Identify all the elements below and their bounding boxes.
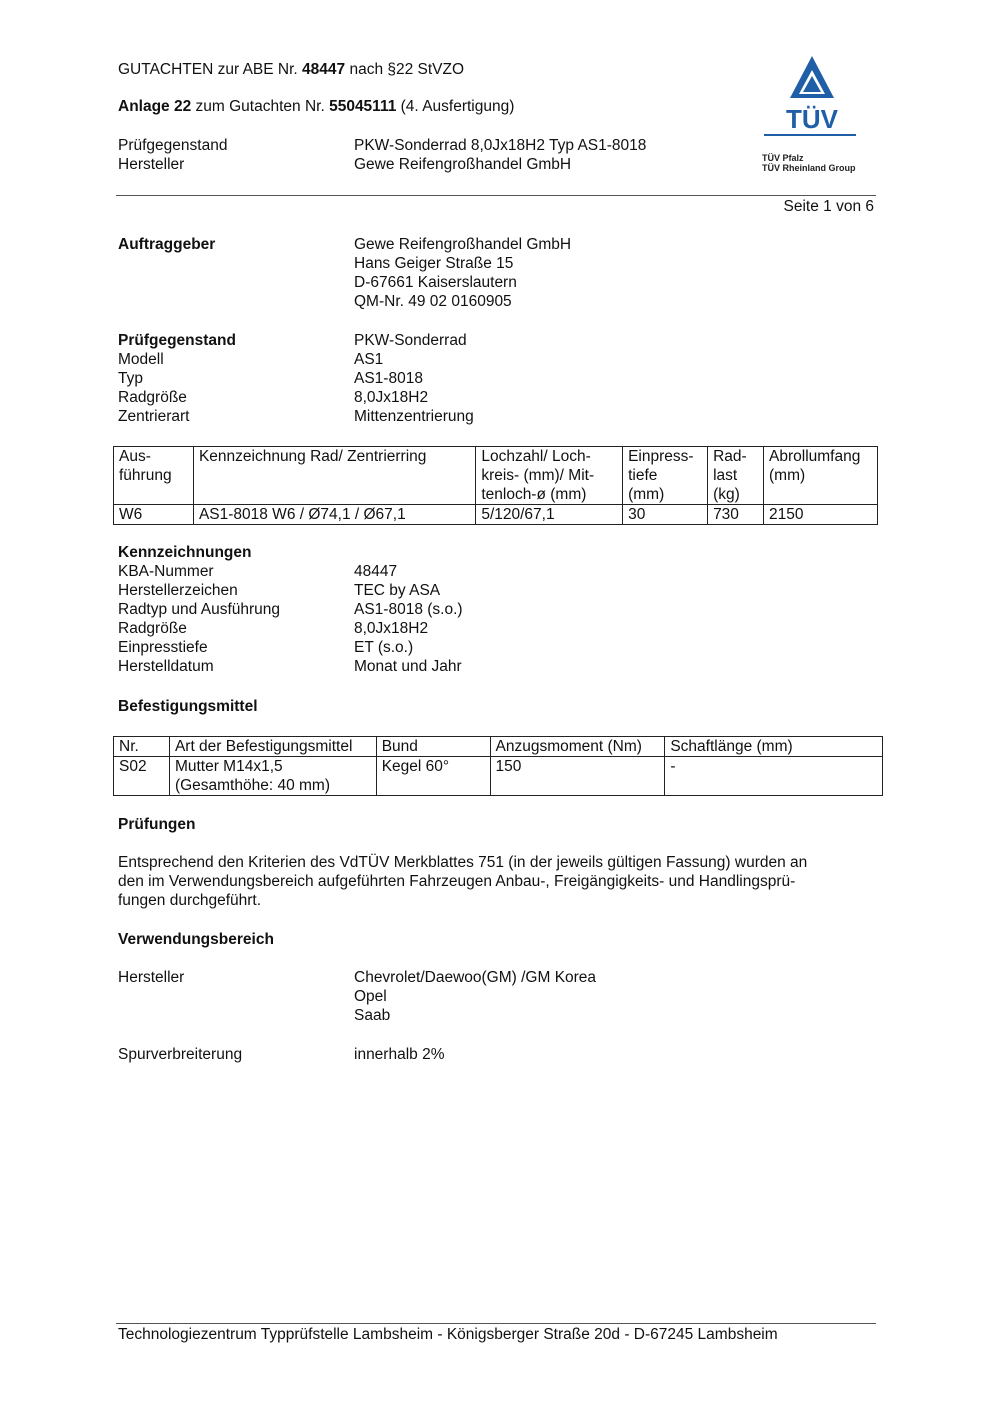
marking-label: Radtyp und Ausführung [118, 601, 281, 618]
logo-line1: TÜV Pfalz [762, 153, 804, 163]
client-line: D-67661 Kaiserslautern [354, 274, 517, 291]
marking-values [354, 562, 463, 676]
fastener-table [113, 736, 883, 796]
usage-heading: Verwendungsbereich [118, 931, 274, 948]
logo-line2: TÜV Rheinland Group [762, 163, 856, 173]
col-header: Anzugsmoment (Nm) [490, 737, 665, 757]
client-address [354, 235, 571, 311]
table-cell: 150 [490, 757, 665, 796]
marking-label: Herstelldatum [118, 658, 214, 675]
col-header: Bund [376, 737, 490, 757]
annex-suffix: (4. Ausfertigung) [396, 98, 515, 115]
wheel-table [113, 446, 878, 525]
manufacturer-item: Saab [354, 1007, 391, 1024]
header-manufacturer-value: Gewe Reifengroßhandel GmbH [354, 156, 572, 173]
tuv-triangle-icon [762, 54, 862, 138]
col-header: Einpress- tiefe (mm) [623, 447, 708, 505]
marking-label: Radgröße [118, 620, 187, 637]
report-title-suffix: nach §22 StVZO [345, 61, 465, 78]
table-cell: 2150 [764, 505, 878, 525]
subject-value: 8,0Jx18H2 [354, 389, 429, 406]
table-cell: W6 [114, 505, 194, 525]
col-header: Schaftlänge (mm) [665, 737, 883, 757]
usage-manufacturers [354, 968, 596, 1025]
page-number: Seite 1 von 6 [783, 198, 874, 215]
markings-heading: Kennzeichnungen [118, 544, 252, 561]
col-header: Lochzahl/ Loch- kreis- (mm)/ Mit- tenloch-ø (mm) [476, 447, 623, 505]
annex-mid: zum Gutachten Nr. [191, 98, 330, 115]
table-cell: AS1-8018 W6 / Ø74,1 / Ø67,1 [193, 505, 475, 525]
marking-value: Monat und Jahr [354, 658, 462, 675]
marking-value: AS1-8018 (s.o.) [354, 601, 463, 618]
subject-heading-value: PKW-Sonderrad [354, 332, 467, 349]
client-line: QM-Nr. 49 02 0160905 [354, 293, 512, 310]
table-row [114, 757, 883, 796]
subject-value: AS1-8018 [354, 370, 423, 387]
marking-label: Herstellerzeichen [118, 582, 238, 599]
marking-value: 48447 [354, 563, 398, 580]
abe-number: 48447 [302, 61, 346, 78]
fastener-heading: Befestigungsmittel [118, 698, 258, 715]
wheel-table-header [114, 447, 878, 505]
table-cell: S02 [114, 757, 170, 796]
marking-label: KBA-Nummer [118, 563, 214, 580]
subject-heading: Prüfgegenstand [118, 332, 236, 349]
annex-line [118, 97, 514, 116]
tests-paragraph [118, 853, 878, 910]
client-heading: Auftraggeber [118, 236, 216, 253]
logo-wordmark: TÜV [786, 104, 838, 134]
tests-heading: Prüfungen [118, 816, 196, 833]
table-cell: 730 [708, 505, 764, 525]
col-header: Art der Befestigungsmittel [169, 737, 376, 757]
client-line: Hans Geiger Straße 15 [354, 255, 514, 272]
header-subject-label: Prüfgegenstand [118, 137, 228, 154]
report-number: 55045111 [329, 98, 397, 115]
table-cell: - [665, 757, 883, 796]
track-widening-value: innerhalb 2% [354, 1046, 445, 1063]
subject-label: Modell [118, 351, 164, 368]
table-row [114, 505, 878, 525]
table-cell: 5/120/67,1 [476, 505, 623, 525]
marking-label: Einpresstiefe [118, 639, 208, 656]
footer-address: Technologiezentrum Typprüfstelle Lambsheim - Königsberger Straße 20d - D-67245 Lambsheim [118, 1326, 778, 1343]
col-header: Rad- last (kg) [708, 447, 764, 505]
header-divider [116, 195, 876, 196]
table-cell: Mutter M14x1,5 (Gesamthöhe: 40 mm) [169, 757, 376, 796]
subject-label: Typ [118, 370, 143, 387]
client-line: Gewe Reifengroßhandel GmbH [354, 236, 572, 253]
subject-labels [118, 331, 236, 426]
annex-number: Anlage 22 [118, 98, 192, 115]
col-header: Nr. [114, 737, 170, 757]
paragraph-line: den im Verwendungsbereich aufgeführten Fahrzeugen Anbau-, Freigängigkeits- und Handlingsprü- [118, 873, 796, 890]
subject-values [354, 331, 474, 426]
tuv-logo [762, 54, 862, 173]
manufacturer-item: Chevrolet/Daewoo(GM) /GM Korea [354, 969, 597, 986]
report-title [118, 60, 464, 79]
subject-label: Zentrierart [118, 408, 190, 425]
subject-label: Radgröße [118, 389, 187, 406]
marking-value: 8,0Jx18H2 [354, 620, 429, 637]
track-widening-label: Spurverbreiterung [118, 1046, 243, 1063]
subject-value: Mittenzentrierung [354, 408, 474, 425]
fastener-table-header [114, 737, 883, 757]
report-title-prefix: GUTACHTEN zur ABE Nr. [118, 61, 303, 78]
marking-labels [118, 543, 280, 676]
usage-manufacturer-label: Hersteller [118, 969, 185, 986]
marking-value: ET (s.o.) [354, 639, 414, 656]
marking-value: TEC by ASA [354, 582, 441, 599]
table-cell: 30 [623, 505, 708, 525]
header-manufacturer-label: Hersteller [118, 156, 185, 173]
header-subject-value: PKW-Sonderrad 8,0Jx18H2 Typ AS1-8018 [354, 137, 647, 154]
col-header: Kennzeichnung Rad/ Zentrierring [193, 447, 475, 505]
col-header: Abrollumfang (mm) [764, 447, 878, 505]
subject-value: AS1 [354, 351, 384, 368]
footer-divider [116, 1323, 876, 1324]
paragraph-line: fungen durchgeführt. [118, 892, 262, 909]
col-header: Aus- führung [114, 447, 194, 505]
manufacturer-item: Opel [354, 988, 387, 1005]
table-cell: Kegel 60° [376, 757, 490, 796]
paragraph-line: Entsprechend den Kriterien des VdTÜV Merkblattes 751 (in der jeweils gültigen Fassung) wurden an [118, 854, 808, 871]
